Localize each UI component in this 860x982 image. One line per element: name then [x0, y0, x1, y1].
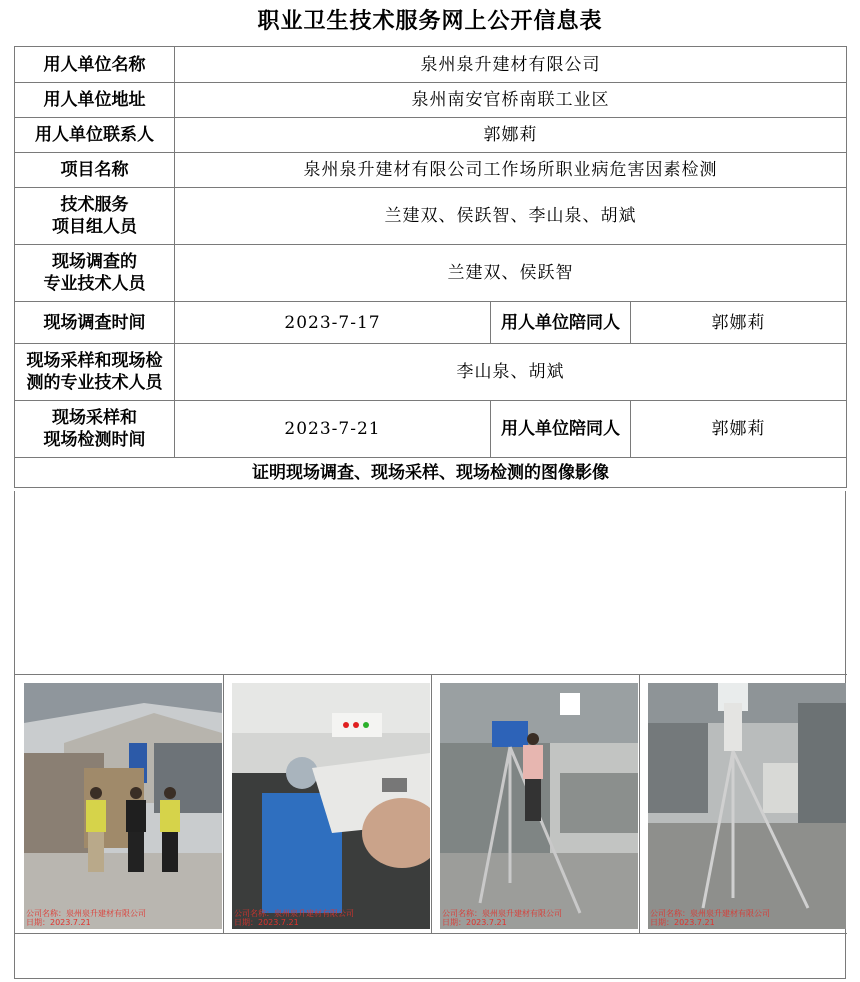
photo-sampler-illustration [440, 683, 638, 929]
team-label-line2: 项目组人员 [52, 217, 137, 237]
unit-contact-label: 用人单位联系人 [15, 118, 175, 153]
sampling-time-value: 2023-7-21 [175, 401, 491, 458]
page-title: 职业卫生技术服务网上公开信息表 [257, 8, 603, 34]
photo-caption: 公司名称：泉州泉升建材有限公司 日期：2023.7.21 [442, 909, 562, 927]
photo-tripod-illustration [648, 683, 846, 929]
unit-address-value: 泉州南安官桥南联工业区 [175, 83, 847, 118]
table-row [15, 344, 847, 401]
sampling-companion-value: 郭娜莉 [631, 401, 847, 458]
divider [431, 675, 432, 933]
survey-companion-label: 用人单位陪同人 [491, 302, 631, 344]
sampling-staff-label [15, 344, 175, 401]
survey-staff-label [15, 245, 175, 302]
info-table [14, 46, 847, 488]
site-photo [648, 683, 846, 929]
photo-caption: 公司名称：泉州泉升建材有限公司 日期：2023.7.21 [650, 909, 770, 927]
sampling-companion-label: 用人单位陪同人 [491, 401, 631, 458]
team-label [15, 188, 175, 245]
project-name-value: 泉州泉升建材有限公司工作场所职业病危害因素检测 [175, 153, 847, 188]
site-photo [232, 683, 430, 929]
site-photo [440, 683, 638, 929]
unit-name-value: 泉州泉升建材有限公司 [175, 47, 847, 83]
photo-instrument-illustration [232, 683, 430, 929]
team-value: 兰建双、侯跃智、李山泉、胡斌 [175, 188, 847, 245]
sampling-staff-label-line1: 现场采样和现场检 [26, 351, 163, 371]
photo-area [14, 491, 846, 979]
photo-workers-illustration [24, 683, 222, 929]
sampling-staff-label-line2: 测的专业技术人员 [26, 373, 163, 393]
survey-staff-label-line1: 现场调查的 [52, 252, 137, 272]
unit-name-label: 用人单位名称 [15, 47, 175, 83]
divider [223, 675, 224, 933]
table-row [15, 401, 847, 458]
table-row [15, 188, 847, 245]
unit-address-label: 用人单位地址 [15, 83, 175, 118]
table-row [15, 458, 847, 488]
survey-staff-label-line2: 专业技术人员 [43, 274, 146, 294]
divider [639, 675, 640, 933]
photo-caption: 公司名称：泉州泉升建材有限公司 日期：2023.7.21 [26, 909, 146, 927]
site-photo [24, 683, 222, 929]
unit-contact-value: 郭娜莉 [175, 118, 847, 153]
table-row [15, 118, 847, 153]
project-name-label: 项目名称 [15, 153, 175, 188]
table-row [15, 245, 847, 302]
survey-staff-value: 兰建双、侯跃智 [175, 245, 847, 302]
sampling-time-label-line1: 现场采样和 [52, 408, 137, 428]
table-row [15, 47, 847, 83]
photo-caption: 公司名称：泉州泉升建材有限公司 日期：2023.7.21 [234, 909, 354, 927]
table-row [15, 83, 847, 118]
sampling-time-label [15, 401, 175, 458]
survey-companion-value: 郭娜莉 [631, 302, 847, 344]
table-row [15, 153, 847, 188]
survey-time-label: 现场调查时间 [15, 302, 175, 344]
photo-row [15, 674, 847, 934]
survey-time-value: 2023-7-17 [175, 302, 491, 344]
table-row [15, 302, 847, 344]
images-header: 证明现场调查、现场采样、现场检测的图像影像 [15, 458, 847, 488]
sampling-time-label-line2: 现场检测时间 [43, 430, 146, 450]
team-label-line1: 技术服务 [60, 195, 129, 215]
sampling-staff-value: 李山泉、胡斌 [175, 344, 847, 401]
